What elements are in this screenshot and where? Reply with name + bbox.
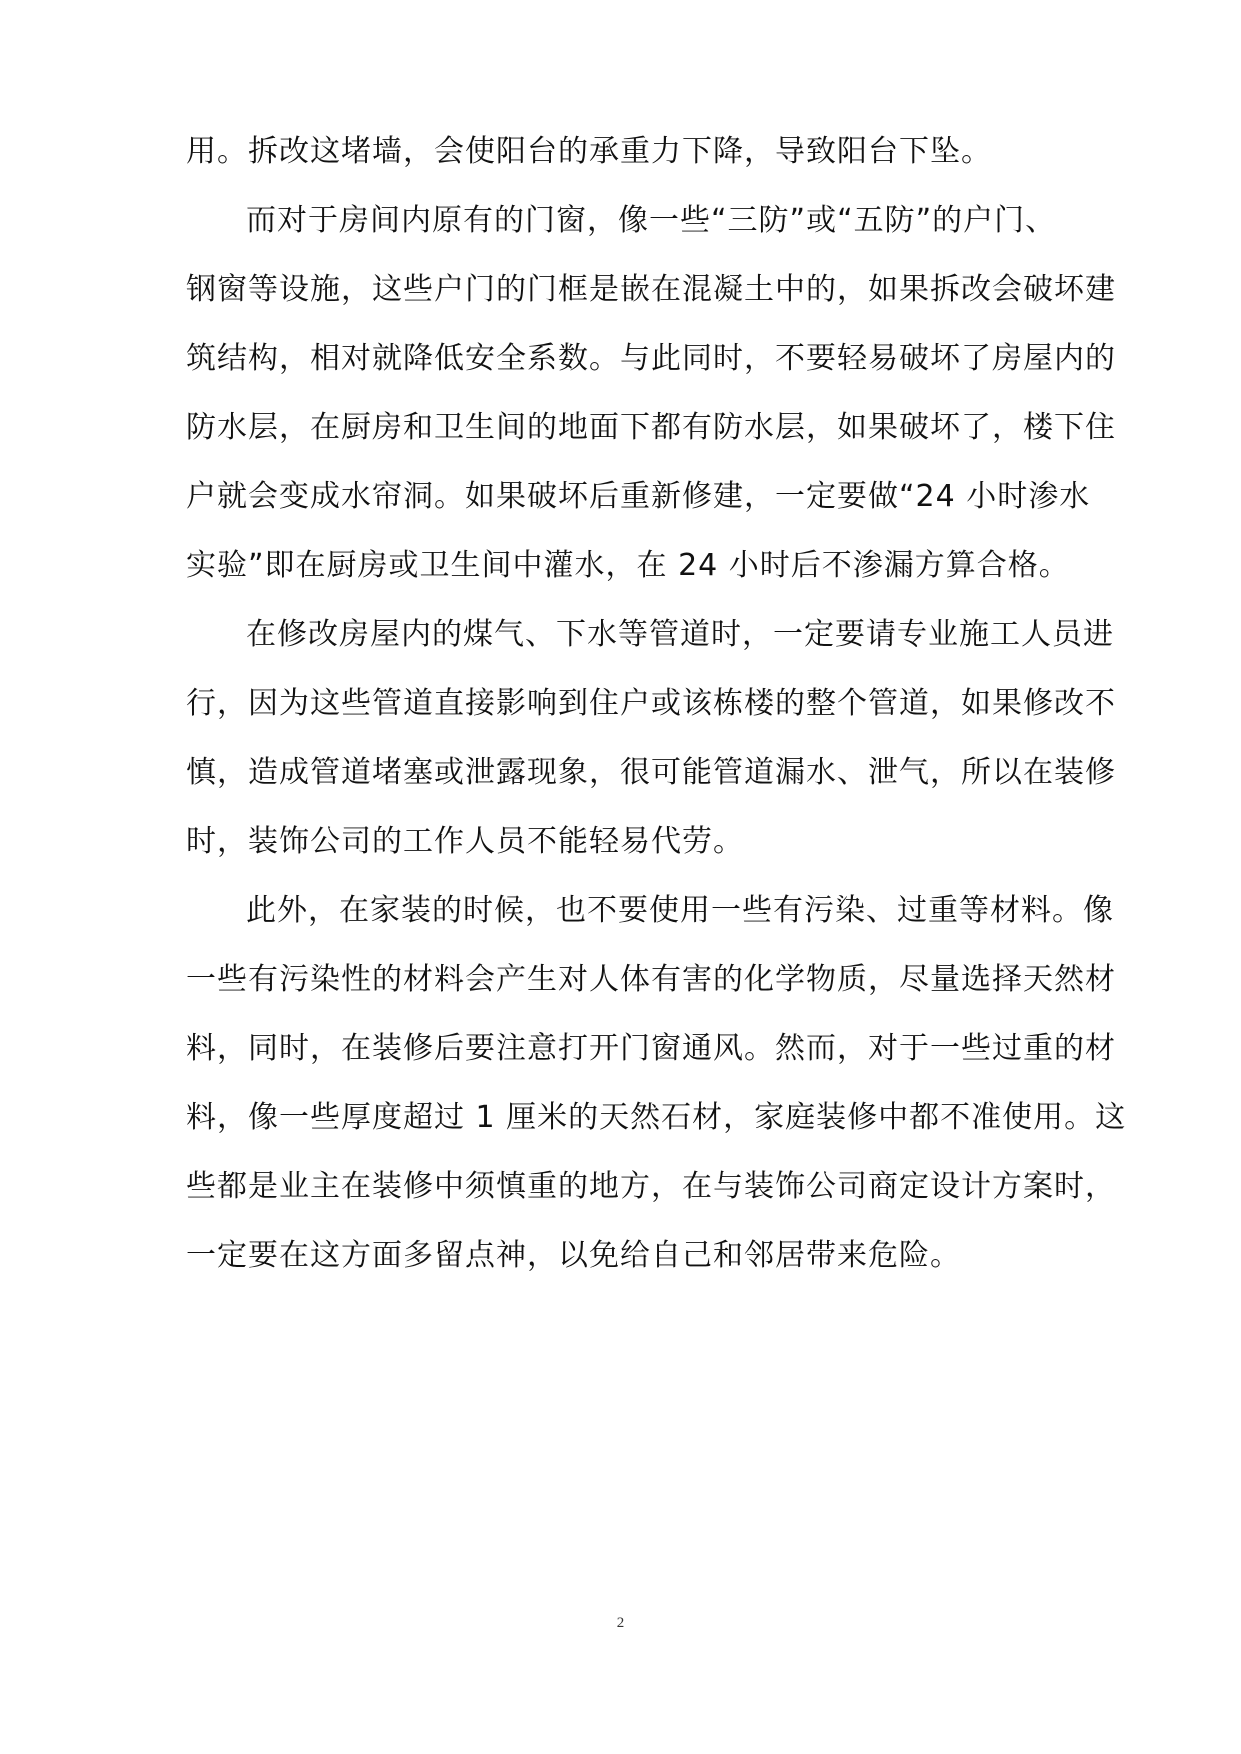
- text-line: 时，装饰公司的工作人员不能轻易代劳。: [186, 824, 744, 859]
- text-line: 一些有污染性的材料会产生对人体有害的化学物质，尽量选择天然材: [186, 962, 1116, 997]
- text-line: 行，因为这些管道直接影响到住户或该栋楼的整个管道，如果修改不: [186, 686, 1116, 721]
- text-line: 防水层，在厨房和卫生间的地面下都有防水层，如果破坏了，楼下住: [186, 410, 1116, 445]
- text-line: 一定要在这方面多留点神，以免给自己和邻居带来危险。: [186, 1238, 961, 1273]
- text-line: 筑结构，相对就降低安全系数。与此同时，不要轻易破坏了房屋内的: [186, 341, 1116, 376]
- text-line: 钢窗等设施，这些户门的门框是嵌在混凝土中的，如果拆改会破坏建: [186, 272, 1116, 307]
- page-number: 2: [616, 1615, 625, 1631]
- text-line: 户就会变成水帘洞。如果破坏后重新修建，一定要做“24 小时渗水: [186, 479, 1091, 514]
- text-line: 在修改房屋内的煤气、下水等管道时，一定要请专业施工人员进: [246, 617, 1114, 652]
- text-line: 慎，造成管道堵塞或泄露现象，很可能管道漏水、泄气，所以在装修: [186, 755, 1116, 790]
- text-line: 料，像一些厚度超过 1 厘米的天然石材，家庭装修中都不准使用。这: [186, 1100, 1127, 1135]
- text-line: 而对于房间内原有的门窗，像一些“三防”或“五防”的户门、: [246, 203, 1057, 238]
- text-line: 实验”即在厨房或卫生间中灌水，在 24 小时后不渗漏方算合格。: [186, 548, 1070, 583]
- text-line: 料，同时，在装修后要注意打开门窗通风。然而，对于一些过重的材: [186, 1031, 1116, 1066]
- text-line: 此外，在家装的时候，也不要使用一些有污染、过重等材料。像: [246, 893, 1114, 928]
- text-line: 些都是业主在装修中须慎重的地方，在与装饰公司商定设计方案时，: [186, 1169, 1116, 1204]
- text-line: 用。拆改这堵墙，会使阳台的承重力下降，导致阳台下坠。: [186, 134, 992, 169]
